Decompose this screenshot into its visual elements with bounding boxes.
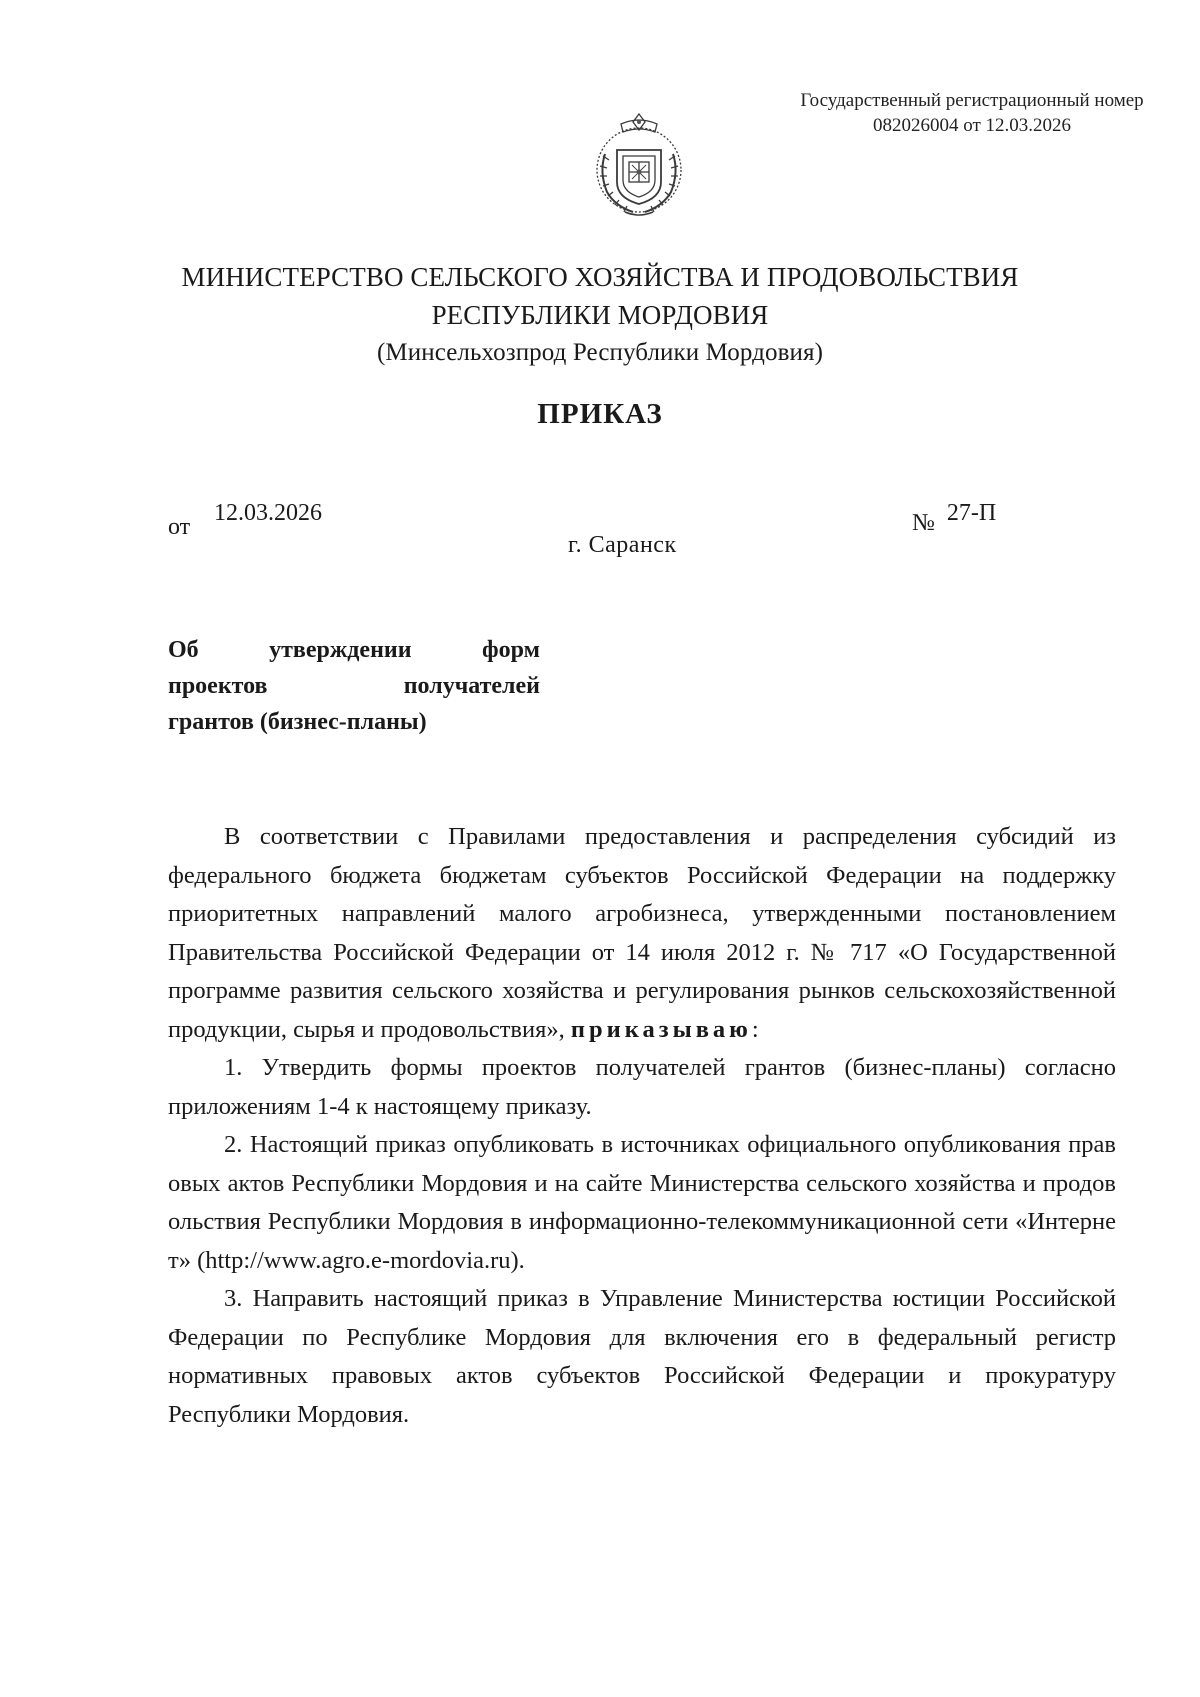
ministry-short-name: (Минсельхозпрод Республики Мордовия) (376, 339, 823, 366)
subject-line-1 (168, 632, 540, 668)
document-title: ПРИКАЗ (537, 398, 663, 430)
date-prefix: от (168, 514, 191, 540)
order-number (912, 500, 997, 536)
ministry-name-line-1: МИНИСТЕРСТВО СЕЛЬСКОГО ХОЗЯЙСТВА И ПРОДОВОЛЬСТВИЯ (181, 262, 1019, 292)
order-colon: : (751, 1015, 759, 1043)
subject-line-3: грантов (бизнес-планы) (168, 709, 427, 735)
registration-line-2: 082026004 от 12.03.2026 (872, 115, 1072, 136)
order-body (168, 818, 1116, 1434)
number-value: 27-П (946, 500, 997, 526)
coat-of-arms-icon (585, 110, 693, 220)
subject-line-2 (168, 668, 540, 704)
ministry-name-line-2: РЕСПУБЛИКИ МОРДОВИЯ (431, 300, 769, 330)
order-item-3: 3. Направить настоящий приказ в Управление Министерства юстиции Российской Федерации по Республике Мордовия для включения его в федеральный регистр нормативных правовых актов субъектов Российской Федерации и прокуратуру Республики Мордовия. (168, 1285, 1116, 1428)
city: г. Саранск (568, 532, 677, 558)
subject-word: Об (168, 637, 199, 663)
preamble-text: В соответствии с Правилами предоставления и распределения субсидий из федерального бюджета бюджетам субъектов Российской Федерации на поддержку приоритетных направлений малого агробизнеса, утвержденными постановлением Правительства Российской Федерации от 14 июля 2012 г. № 717 «О Государственной программе развития сельского хозяйства и регулирования рынков сельскохозяйственной продукции, сырья и продовольствия», (168, 823, 1116, 1043)
subject-word: получателей (403, 673, 540, 699)
subject-word: проектов (168, 673, 268, 699)
order-subject (168, 632, 540, 740)
number-sign: № (912, 510, 935, 536)
preamble-paragraph (168, 818, 1116, 1049)
order-item-2: 2. Настоящий приказ опубликовать в источниках официального опубликования правовых актов Республики Мордовия и на сайте Министерства сельского хозяйства и продовольствия Республики Мордовия в информационно-телекоммуникационной сети «Интернет» (http://www.agro.e-mordovia.ru). (168, 1131, 1116, 1274)
registration-number (792, 88, 1152, 138)
order-item-1: 1. Утвердить формы проектов получателей грантов (бизнес-планы) согласно приложениям 1-4 к настоящему приказу. (168, 1054, 1116, 1120)
subject-word: утверждении (269, 637, 412, 663)
subject-word: форм (482, 637, 540, 663)
order-word: приказываю (570, 1015, 752, 1043)
ministry-header (0, 258, 1200, 372)
registration-line-1: Государственный регистрационный номер (800, 90, 1144, 111)
date-value: 12.03.2026 (214, 500, 322, 526)
